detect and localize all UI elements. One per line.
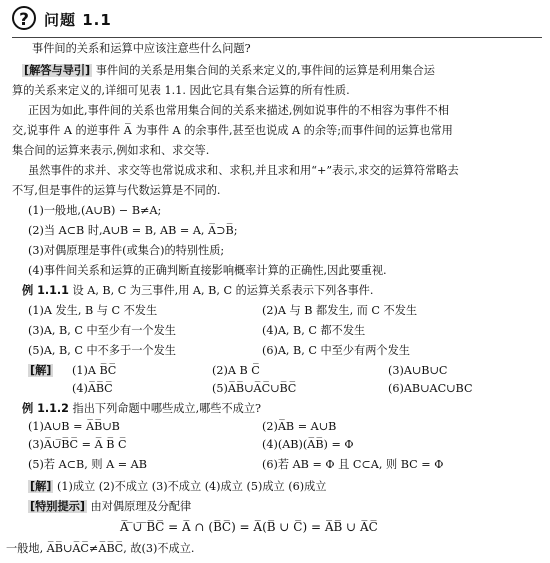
example-2-text: 指出下列命题中哪些成立,哪些不成立?	[72, 402, 262, 415]
hint-tag: [特别提示]	[30, 500, 85, 513]
question-text: 事件间的关系和运算中应该注意些什么问题?	[32, 42, 251, 55]
example-1-text: 设 A, B, C 为三事件,用 A, B, C 的运算关系表示下列各事件.	[72, 284, 374, 297]
ex1-sol-1: (1)A B̅C̅	[72, 364, 117, 377]
hint-line	[28, 498, 191, 516]
ex2-item-6: (6)若 AB = Φ 且 C⊂A, 则 BC = Φ	[262, 458, 444, 471]
hint-text: 由对偶原理及分配律	[90, 500, 192, 513]
answer-line-1	[22, 62, 435, 80]
example-1-heading	[22, 282, 373, 300]
answer-text-1: 事件间的关系是用集合间的关系来定义的,事件间的运算是利用集合运	[95, 64, 435, 77]
para2-line-2: 交,说事件 A 的逆事件 A̅ 为事件 A 的余事件,甚至也说成 A 的余等;而事件间的运算也常用	[12, 124, 453, 137]
answer-line-2: 算的关系来定义的,详细可见表 1.1. 因此它具有集合运算的所有性质.	[12, 84, 350, 97]
ex1-solution-tag	[28, 362, 53, 380]
example-1-label: 例 1.1.1	[22, 284, 69, 297]
example-2-label: 例 1.1.2	[22, 402, 69, 415]
ex2-sol-text: (1)成立 (2)不成立 (3)不成立 (4)成立 (5)成立 (6)成立	[56, 480, 327, 493]
point-1: (1)一般地,(A∪B) − B≠A;	[28, 204, 162, 217]
ex1-item-5: (5)A, B, C 中不多于一个发生	[28, 344, 176, 357]
ex1-sol-6: (6)AB∪AC∪BC	[388, 382, 473, 395]
ex2-item-1: (1)A∪B = A̅B̅∪B	[28, 420, 120, 433]
ex1-sol-tag: [解]	[30, 364, 52, 377]
ex2-item-5: (5)若 A⊂B, 则 A = AB	[28, 458, 147, 471]
question-circle-icon: ?	[12, 6, 36, 30]
problem-title: 问题 1.1	[44, 11, 112, 29]
ex1-item-3: (3)A, B, C 中至少有一个发生	[28, 324, 176, 337]
ex1-item-6: (6)A, B, C 中至少有两个发生	[262, 344, 410, 357]
problem-header	[12, 6, 532, 32]
ex1-item-4: (4)A, B, C 都不发生	[262, 324, 366, 337]
ex1-item-1: (1)A 发生, B 与 C 不发生	[28, 304, 158, 317]
para3-line-1: 虽然事件的求并、求交等也常说成求和、求积,并且求和用“+”表示,求交的运算符常略去	[28, 164, 459, 177]
para2-line-3: 集合间的运算来表示,例如求和、求交等.	[12, 144, 210, 157]
ex1-sol-5: (5)A̅B̅∪A̅C̅∪B̅C̅	[212, 382, 297, 395]
ex2-item-3: (3)A̅∪̅B̅C̅ = A̅ B̅ C̅	[28, 438, 127, 451]
ex1-sol-3: (3)A∪B∪C	[388, 364, 448, 377]
para3-line-2: 不写,但是事件的运算与代数运算是不同的.	[12, 184, 221, 197]
header-rule	[12, 37, 542, 38]
hint-formula: A̅ ̅∪̅ ̅B̅C̅ = A̅ ∩ (B̅C̅) = A̅(B̅ ∪ C̅) = A̅B̅ ∪ A̅C̅	[120, 520, 378, 534]
hint-conclusion: 一般地, A̅B̅∪A̅C̅≠A̅B̅C̅, 故(3)不成立.	[6, 542, 195, 555]
point-2: (2)当 A⊂B 时,A∪B = B, AB = A, A̅⊃B̅;	[28, 224, 238, 237]
ex2-item-4: (4)(AB)(A̅B̅) = Φ	[262, 438, 354, 451]
answer-tag: [解答与导引]	[24, 64, 91, 77]
ex1-sol-4: (4)A̅B̅C̅	[72, 382, 113, 395]
ex2-item-2: (2)A̅B = A∪B	[262, 420, 337, 433]
para2-line-1: 正因为如此,事件间的关系也常用集合间的关系来描述,例如说事件的不相容为事件不相	[28, 104, 450, 117]
ex2-sol-tag: [解]	[30, 480, 52, 493]
ex2-solution	[28, 478, 326, 496]
ex1-sol-2: (2)A B C̅	[212, 364, 260, 377]
point-3: (3)对偶原理是事件(或集合)的特别性质;	[28, 244, 225, 257]
point-4: (4)事件间关系和运算的正确判断直接影响概率计算的正确性,因此要重视.	[28, 264, 387, 277]
ex1-item-2: (2)A 与 B 都发生, 而 C 不发生	[262, 304, 418, 317]
example-2-heading	[22, 400, 261, 418]
